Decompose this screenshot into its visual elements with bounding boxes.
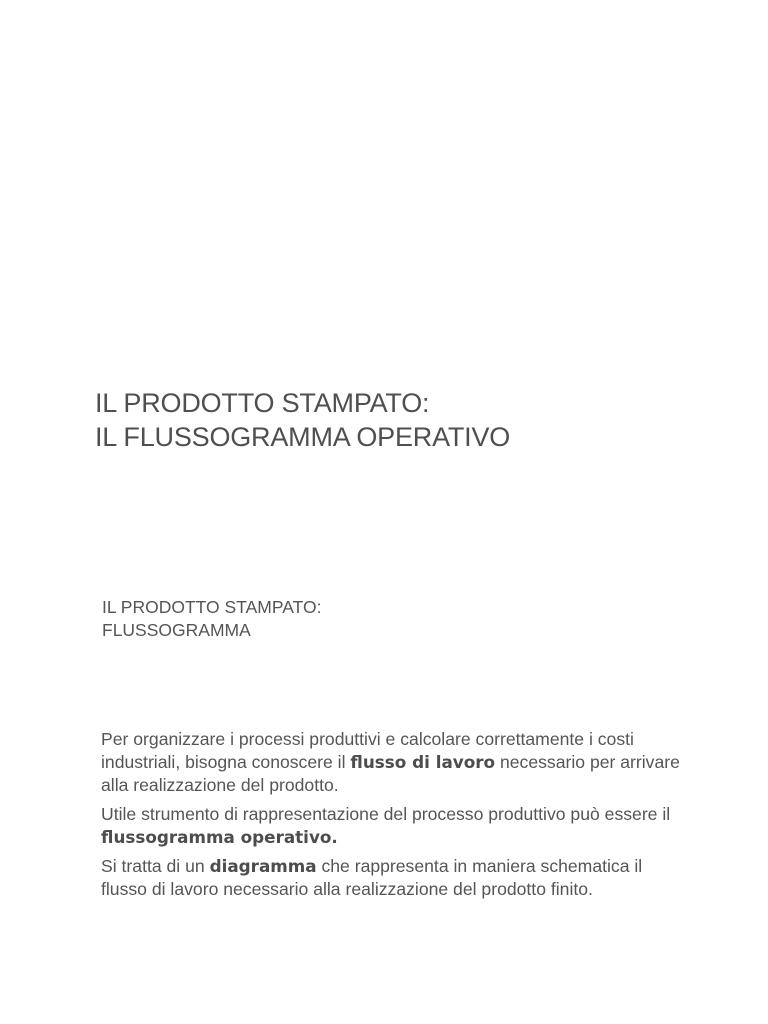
page-title-line-1: IL PRODOTTO STAMPATO:	[95, 388, 430, 418]
paragraph-2	[101, 803, 711, 849]
keyword-flusso-di-lavoro: flusso di lavoro	[350, 752, 496, 772]
body-text	[101, 728, 711, 907]
keyword-flussogramma-operativo: flussogramma operativo.	[101, 827, 338, 847]
section-heading-line-2: FLUSSOGRAMMA	[102, 620, 251, 640]
paragraph-3-line-1-text-before: Si tratta di un	[101, 856, 210, 876]
paragraph-3-line-1	[101, 855, 711, 878]
paragraph-1-line-2-text-before: industriali, bisogna conoscere il	[101, 752, 351, 772]
page-title	[95, 386, 510, 454]
paragraph-2-line-1: Utile strumento di rappresentazione del processo produttivo può essere il	[101, 804, 671, 824]
keyword-diagramma: diagramma	[209, 856, 317, 876]
paragraph-1	[101, 728, 711, 797]
page-title-line-2: IL FLUSSOGRAMMA OPERATIVO	[95, 422, 511, 452]
paragraph-1-line-1: Per organizzare i processi produttivi e calcolare correttamente i costi	[101, 729, 634, 749]
paragraph-2-line-2	[101, 826, 711, 849]
paragraph-3	[101, 855, 711, 901]
paragraph-3-line-2: flusso di lavoro necessario alla realizzazione del prodotto finito.	[101, 879, 593, 899]
section-heading-line-1: IL PRODOTTO STAMPATO:	[102, 597, 322, 617]
section-heading	[102, 596, 321, 642]
paragraph-3-line-1-text-after: che rappresenta in maniera schematica il	[316, 856, 643, 876]
paragraph-1-line-2-text-after: necessario per arrivare	[495, 752, 680, 772]
paragraph-1-line-2	[101, 751, 711, 774]
paragraph-1-line-3: alla realizzazione del prodotto.	[101, 775, 339, 795]
